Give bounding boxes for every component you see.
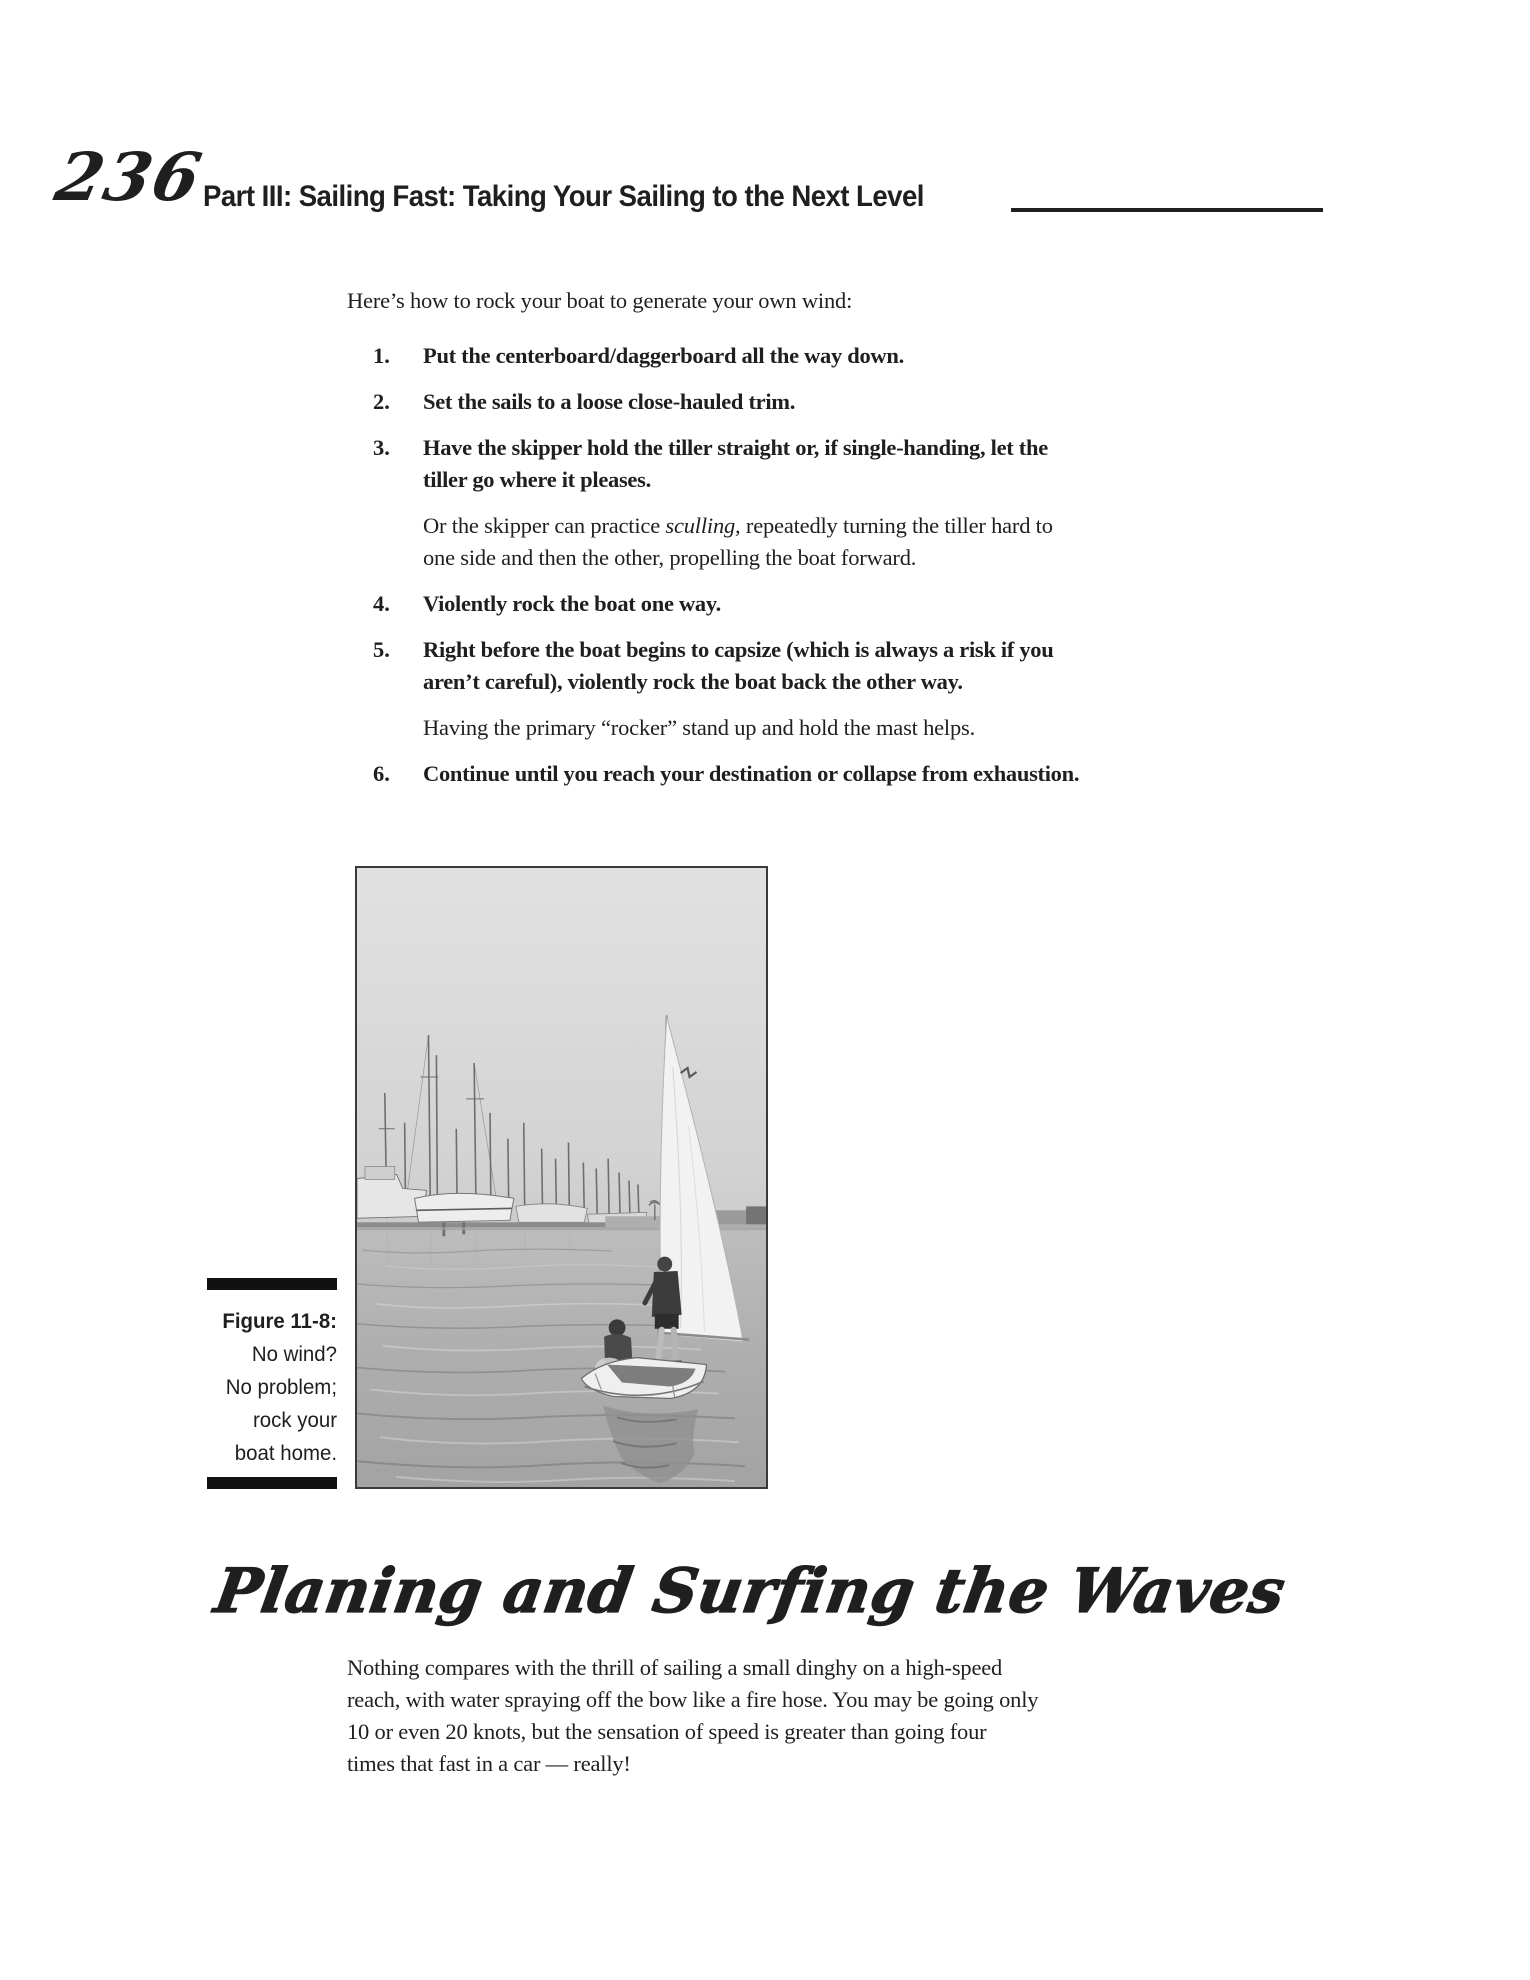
step-5-number: 5. [373,637,390,662]
step-2-text: Set the sails to a loose close-hauled trim. [423,389,796,414]
step-2 [347,386,1107,418]
caption-bottom-bar [207,1477,337,1489]
closing-line-4: times that fast in a car — really! [347,1751,631,1776]
step-3-note-line-1: Or the skipper can practice sculling, repeatedly turning the tiller hard to [423,513,1053,538]
page-number: 236 [49,138,210,216]
step-1-number: 1. [373,343,390,368]
step-6-number: 6. [373,761,390,786]
caption-line-2: No problem; [225,1375,337,1399]
running-head-rule [1011,208,1323,212]
step-6 [347,758,1107,790]
closing-line-2: reach, with water spraying off the bow like a fire hose. You may be going only [347,1687,1039,1712]
figure-label: Figure 11-8: [222,1309,337,1333]
closing-paragraph [347,1652,1038,1780]
figure-caption [207,1278,337,1470]
closing-line-3: 10 or even 20 knots, but the sensation of speed is greater than going four [347,1719,987,1744]
step-3-note [423,510,1053,574]
step-5-text-line-1: Right before the boat begins to capsize (which is always a risk if you [423,637,1054,662]
step-4-number: 4. [373,591,390,616]
steps-list [347,340,1107,804]
caption-line-1: No wind? [251,1342,337,1366]
step-1 [347,340,1107,372]
section-heading: Planing and Surfing the Waves [210,1556,1290,1627]
step-2-number: 2. [373,389,390,414]
step-5 [347,634,1107,744]
step-1-text: Put the centerboard/daggerboard all the way down. [423,343,904,368]
running-head-title: Part III: Sailing Fast: Taking Your Sailing to the Next Level [203,180,924,213]
step-6-text: Continue until you reach your destination or collapse from exhaustion. [423,761,1080,786]
step-3-number: 3. [373,435,390,460]
step-4 [347,588,1107,620]
caption-line-4: boat home. [234,1441,337,1465]
closing-line-1: Nothing compares with the thrill of sailing a small dinghy on a high-speed [347,1655,1003,1680]
step-4-text: Violently rock the boat one way. [423,591,721,616]
step-3 [347,432,1107,574]
step-3-note-line-2: one side and then the other, propelling the boat forward. [423,545,917,570]
figure-photo [355,866,768,1489]
step-3-text-line-2: tiller go where it pleases. [423,467,651,492]
step-5-text-line-2: aren’t careful), violently rock the boat back the other way. [423,669,963,694]
caption-line-3: rock your [252,1408,337,1432]
italic-term-sculling: sculling, [665,513,741,538]
caption-top-bar [207,1278,337,1290]
step-3-text-line-1: Have the skipper hold the tiller straight or, if single-handing, let the [423,435,1048,460]
intro-sentence: Here’s how to rock your boat to generate your own wind: [347,288,853,313]
step-5-note: Having the primary “rocker” stand up and hold the mast helps. [423,715,976,740]
